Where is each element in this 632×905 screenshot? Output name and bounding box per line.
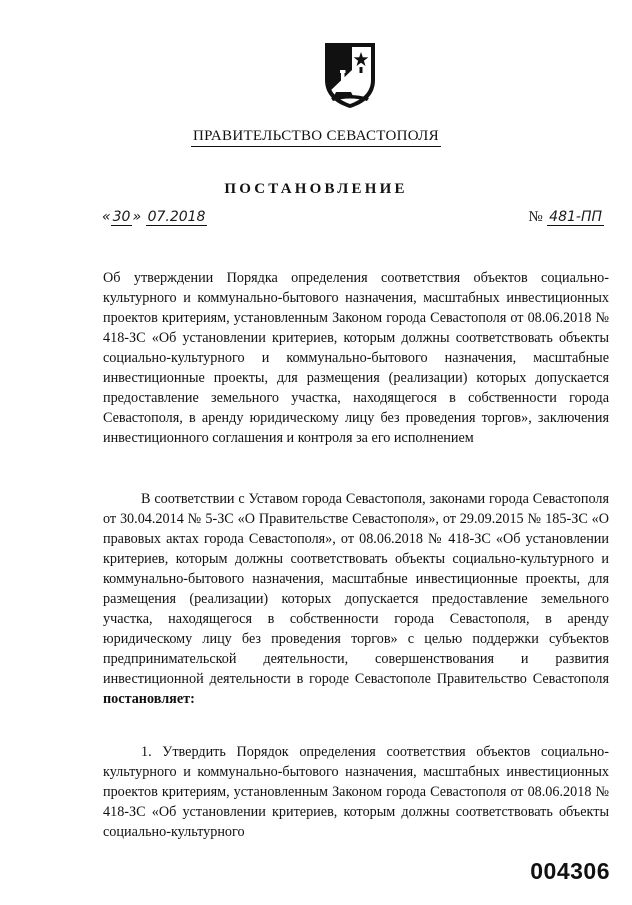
document-number-value: 481-ПП xyxy=(549,209,602,225)
sevastopol-coat-of-arms-icon xyxy=(321,40,379,110)
preamble-paragraph xyxy=(103,489,609,709)
authority-name: ПРАВИТЕЛЬСТВО СЕВАСТОПОЛЯ xyxy=(0,128,632,145)
date-month-year: 07.2018 xyxy=(147,209,206,225)
preamble-text: В соответствии с Уставом города Севастополя, законами города Севастополя от 30.04.2014 № 5-ЗС «О Правительстве Севастополя», от 29.09.2015 № 185-ЗС «О правовых актах города Севастополя», от 08.06.2018 № 418-ЗС «Об установлении критериев, которым должны соответствовать объекты социально-культурного и коммунально-бытового назначения, масштабные инвестиционные проекты, для размещения (реализации) которых допускается предоставление земельного участка, находящегося в собственности города Севастополя, в аренду юридическому лицу без проведения торгов» с целью поддержки субъектов предпринимательской деятельности, совершенствования и развития инвестиционной деятельности в городе Севастополе Правительство Севастополя xyxy=(103,491,609,687)
resolution-title: Об утверждении Порядка определения соответствия объектов социально-культурного и коммунально-бытового назначения, масштабных инвестиционных проектов критериям, установленным Законом города Севастополя от 08.06.2018 № 418-ЗС «Об установлении критериев, которым должны соответствовать объекты социально-культурного и коммунально-бытового назначения, масштабные инвестиционные проекты, для размещения (реализации) которых допускается предоставление земельного участка, находящегося в собственности города Севастополя, в аренду юридическому лицу без проведения торгов», заключения инвестиционного соглашения и контроля за его исполнением xyxy=(103,270,609,446)
date-day: 30 xyxy=(112,209,131,225)
document-type: ПОСТАНОВЛЕНИЕ xyxy=(224,181,408,197)
document-number: № 481-ПП xyxy=(528,209,602,225)
clause-1: 1. Утвердить Порядок определения соответствия объектов социально-культурного и коммунально-бытового назначения, масштабных инвестиционных проектов критериям, установленным Законом города Севастополя от 08.06.2018 № 418-ЗС «Об установлении критериев, которым должны соответствовать объекты социально-культурного xyxy=(103,744,609,840)
serial-number: 004306 xyxy=(530,858,610,884)
document-date: « 30 » 07.2018 xyxy=(102,209,206,225)
resolves-word: постановляет: xyxy=(103,691,195,707)
